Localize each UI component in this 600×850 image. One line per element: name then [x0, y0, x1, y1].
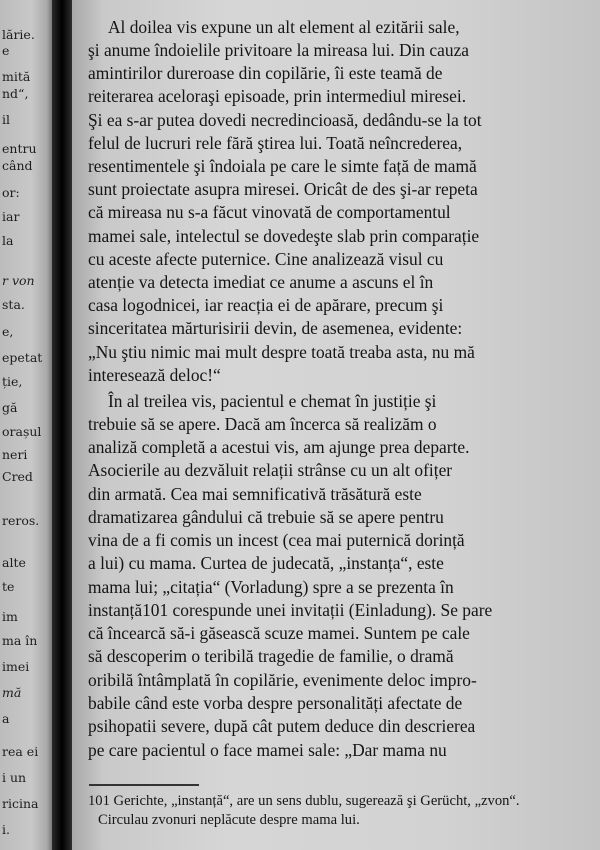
left-page-fragment: a: [2, 711, 10, 726]
left-page-fragment: gă: [2, 400, 18, 415]
left-page-fragment: te: [2, 579, 15, 594]
body-line: mama lui; „citația“ (Vorladung) spre a se prezenta în: [88, 577, 454, 597]
body-line: că mireasa nu s-a făcut vinovată de comportamentul: [88, 202, 451, 222]
body-line: interesează deloc!“: [88, 365, 221, 385]
body-line: analiză completă a acestui vis, am ajunge prea departe.: [88, 437, 470, 457]
body-line: babile când este vorba despre personalități afectate de: [88, 693, 463, 713]
left-page-fragment: il: [2, 112, 10, 127]
body-line: şi anume îndoielile privitoare la mireasa lui. Din cauza: [88, 40, 470, 60]
left-page-fragment: ma în: [2, 633, 38, 648]
body-line: instanță101 corespunde unei invitații (Einladung). Se pare: [88, 600, 493, 620]
left-page-fragment: ricina: [2, 796, 39, 811]
body-line: din armată. Cea mai semnificativă trăsătură este: [88, 484, 422, 504]
left-page-fragment: când: [2, 158, 33, 173]
left-page-fragment: i.: [2, 822, 10, 837]
left-page-fragment: imei: [2, 659, 30, 674]
body-line: Şi ea s-ar putea dovedi necredincioasă, dedându-se la tot: [88, 110, 482, 130]
left-page-fragment: nd“,: [2, 86, 29, 101]
left-page-fragment: rea ei: [2, 744, 39, 759]
body-line: sunt proiectate asupra miresei. Oricât de des şi-ar repeta: [88, 179, 478, 199]
left-page-fragment: la: [2, 233, 14, 248]
left-page-fragment: entru: [2, 141, 37, 156]
body-line: reiterarea aceloraşi episoade, prin intermediul miresei.: [88, 86, 467, 106]
left-page-fragment: mită: [2, 69, 31, 84]
left-page-fragment: or:: [2, 185, 20, 200]
left-page-fragment: e: [2, 43, 10, 58]
body-line: a lui) cu mama. Curtea de judecată, „instanța“, este: [88, 553, 444, 573]
body-line: atenție va detecta imediat ce anume a ascuns el în: [88, 272, 434, 292]
footnote-line: Circulau zvonuri neplăcute despre mama lui.: [98, 812, 360, 828]
left-page-fragment: im: [2, 609, 18, 624]
left-page-fragment: epetat: [2, 350, 43, 365]
left-page-fragment: mă: [2, 685, 22, 700]
left-page-fragment: orașul: [2, 424, 42, 439]
body-line: vina de a fi comis un incest (cea mai puternică dorință: [88, 530, 465, 550]
left-page-fragment: ție,: [2, 374, 23, 389]
left-page: [0, 0, 52, 850]
left-page-fragment: alte: [2, 555, 26, 570]
body-line: pe care pacientul o face mamei sale: „Dar mama nu: [88, 740, 447, 760]
footnote-line: 101 Gerichte, „instanță“, are un sens dublu, sugerează şi Gerücht, „zvon“.: [88, 793, 520, 809]
left-page-fragment: e,: [2, 324, 14, 339]
left-page-fragment: reros.: [2, 513, 40, 528]
body-line: mamei sale, intelectul se dovedeşte slab prin comparație: [88, 226, 480, 246]
left-page-fragment: lărie.: [2, 27, 35, 42]
body-line: resentimentele şi îndoiala pe care le simte față de mamă: [88, 156, 477, 176]
body-line: „Nu ştiu nimic mai mult despre toată treaba asta, nu mă: [88, 342, 475, 362]
body-line: să descoperim o teribilă tragedie de familie, o dramă: [88, 646, 454, 666]
body-line: În al treilea vis, pacientul e chemat în justiție şi: [108, 391, 437, 411]
left-page-fragment: r von: [2, 273, 35, 288]
left-page-fragment: Cred: [2, 469, 33, 484]
body-line: casa logodnicei, iar reacția ei de apărare, precum şi: [88, 295, 444, 315]
body-line: dramatizarea gândului că trebuie să se apere pentru: [88, 507, 444, 527]
right-page: [72, 0, 600, 850]
left-page-fragment: iar: [2, 209, 20, 224]
body-line: psihopatii severe, după cât putem deduce din descrierea: [88, 716, 476, 736]
body-line: trebuie să se apere. Dacă am încerca să realizăm o: [88, 414, 437, 434]
left-page-fragment: i un: [2, 770, 27, 785]
body-line: oribilă întâmplată în copilărie, evenimente deloc impro-: [88, 670, 477, 690]
body-line: amintirilor dureroase din copilărie, îi este teamă de: [88, 63, 443, 83]
body-line: că încearcă să-i găsească scuze mamei. Suntem pe cale: [88, 623, 470, 643]
body-line: Al doilea vis expune un alt element al ezitării sale,: [108, 17, 460, 37]
book-gutter: [52, 0, 72, 850]
body-line: felul de lucruri rele fără ştirea lui. Toată neîncrederea,: [88, 133, 463, 153]
body-line: sinceritatea mărturisirii devin, de asemenea, evidente:: [88, 318, 463, 338]
left-page-fragment: neri: [2, 447, 28, 462]
footnote-rule: [89, 784, 199, 786]
body-line: cu aceste afecte puternice. Cine analizează visul cu: [88, 249, 444, 269]
body-line: Asocierile au dezvăluit relații strânse cu un alt ofițer: [88, 460, 453, 480]
left-page-fragment: sta.: [2, 297, 25, 312]
